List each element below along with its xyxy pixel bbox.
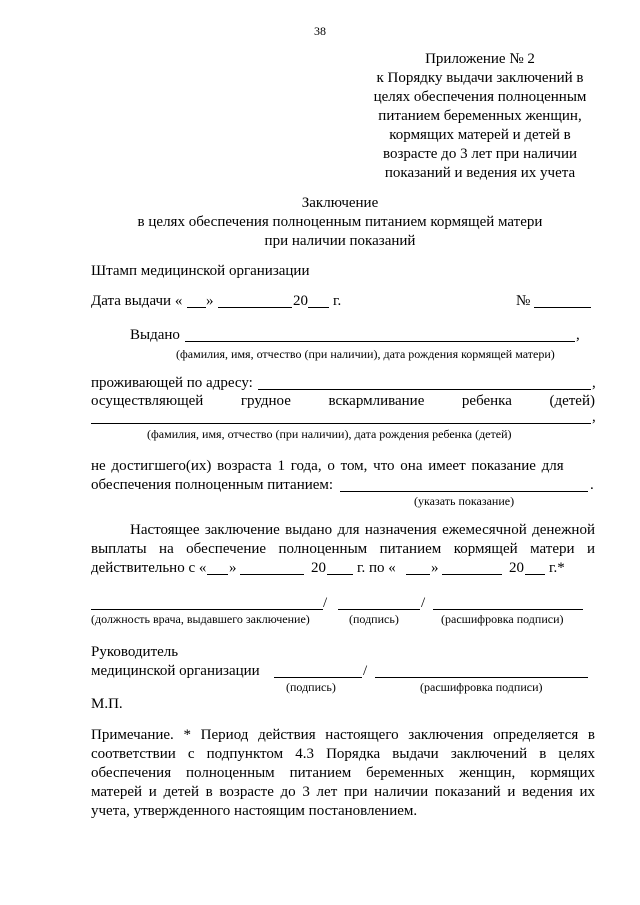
breastfeeding-word: осуществляющей xyxy=(91,393,204,409)
stamp-label: Штамп медицинской организации xyxy=(91,263,310,279)
issue-date-quote: » xyxy=(206,293,214,309)
appendix-block xyxy=(360,50,600,183)
appendix-line: кормящих матерей и детей в xyxy=(389,127,571,143)
mother-name-caption: (фамилия, имя, отчество (при наличии), дата рождения кормящей матери) xyxy=(176,347,555,361)
doctor-position-field[interactable] xyxy=(91,609,323,610)
head-label: Руководитель xyxy=(91,644,179,660)
appendix-line: возрасте до 3 лет при наличии xyxy=(383,146,577,162)
age-clause-line1 xyxy=(91,457,595,476)
valid-to-year-suffix: г.* xyxy=(549,560,565,576)
issue-day-field[interactable] xyxy=(187,307,206,308)
child-name-comma: , xyxy=(592,409,596,425)
valid-from-year-field[interactable] xyxy=(327,574,353,575)
purpose-line2: выплаты на обеспечение полноценным питанием кормящей матери и xyxy=(91,541,595,557)
issue-year-suffix: г. xyxy=(333,293,342,309)
note-line: матерей и детей в возрасте до 3 лет при наличии показаний и ведения их xyxy=(91,784,595,800)
child-name-caption: (фамилия, имя, отчество (при наличии), дата рождения ребенка (детей) xyxy=(147,427,512,441)
doctor-decoding-caption: (расшифровка подписи) xyxy=(441,612,564,626)
valid-to-month-field[interactable] xyxy=(442,574,502,575)
address-label: проживающей по адресу: xyxy=(91,375,253,391)
head-decoding-caption: (расшифровка подписи) xyxy=(420,680,543,694)
valid-to-year-prefix: 20 xyxy=(509,560,524,576)
issue-date-label: Дата выдачи « xyxy=(91,293,183,309)
indication-field[interactable] xyxy=(340,491,588,492)
purpose-line1: Настоящее заключение выдано для назначения ежемесячной денежной xyxy=(130,522,595,538)
mother-name-field[interactable] xyxy=(185,341,575,342)
valid-to-quote: » xyxy=(431,560,439,576)
indication-period: . xyxy=(590,477,594,493)
breastfeeding-line xyxy=(91,392,595,411)
issued-to-comma: , xyxy=(576,327,580,343)
doctor-decoding-field[interactable] xyxy=(433,609,583,610)
issue-month-field[interactable] xyxy=(218,307,292,308)
head-sign-slash: / xyxy=(363,663,368,679)
appendix-line: к Порядку выдачи заключений в xyxy=(376,70,584,86)
age-clause-text: не достигшего(их) возраста 1 года, о том, что она имеет показание для xyxy=(91,458,564,474)
address-field[interactable] xyxy=(258,389,591,390)
doctor-position-caption: (должность врача, выдавшего заключение) xyxy=(91,612,310,626)
breastfeeding-word: вскармливание xyxy=(328,393,425,409)
doc-subtitle: в целях обеспечения полноценным питанием кормящей матери xyxy=(137,214,543,230)
doctor-sign-slash-2: / xyxy=(421,595,426,611)
child-name-field[interactable] xyxy=(91,423,591,424)
number-field[interactable] xyxy=(534,307,591,308)
note-line: Примечание. * Период действия настоящего заключения определяется в xyxy=(91,727,595,743)
indication-label: обеспечения полноценным питанием: xyxy=(91,477,334,493)
issue-year-field[interactable] xyxy=(308,307,329,308)
doc-title: Заключение xyxy=(301,195,379,211)
head-decoding-field[interactable] xyxy=(375,677,588,678)
issue-year-prefix: 20 xyxy=(293,293,308,309)
appendix-line: показаний и ведения их учета xyxy=(384,165,576,181)
address-comma: , xyxy=(592,375,596,391)
appendix-line: целях обеспечения полноценным xyxy=(373,89,587,105)
valid-to-day-field[interactable] xyxy=(406,574,430,575)
head-signature-caption: (подпись) xyxy=(286,680,336,694)
valid-from-label: действительно с « xyxy=(91,560,207,576)
issued-to-label: Выдано xyxy=(130,327,180,343)
note-line: соответствии с подпунктом 4.3 Порядка выдачи заключений в целях xyxy=(91,746,595,762)
note-line: обеспечения полноценным питанием беременных женщин, кормящих xyxy=(91,765,595,781)
organization-label: медицинской организации xyxy=(91,663,260,679)
doctor-signature-field[interactable] xyxy=(338,609,420,610)
doc-subtitle-2: при наличии показаний xyxy=(264,233,416,249)
page-number: 38 xyxy=(314,24,326,38)
appendix-line: Приложение № 2 xyxy=(425,51,535,67)
note-last-line: учета, утвержденного настоящим постановлением. xyxy=(91,803,418,819)
valid-from-year-prefix: 20 xyxy=(311,560,326,576)
breastfeeding-word: (детей) xyxy=(549,393,595,409)
number-label: № xyxy=(516,293,531,309)
doctor-sign-slash: / xyxy=(323,595,328,611)
breastfeeding-word: грудное xyxy=(240,393,291,409)
seal-label: М.П. xyxy=(91,696,123,712)
appendix-line: питанием беременных женщин, xyxy=(378,108,582,124)
valid-to-label: г. по « xyxy=(357,560,396,576)
valid-from-quote: » xyxy=(229,560,237,576)
doctor-signature-caption: (подпись) xyxy=(349,612,399,626)
head-signature-field[interactable] xyxy=(274,677,362,678)
valid-from-day-field[interactable] xyxy=(207,574,228,575)
breastfeeding-word: ребенка xyxy=(461,393,512,409)
valid-from-month-field[interactable] xyxy=(240,574,304,575)
indication-caption: (указать показание) xyxy=(414,494,515,508)
valid-to-year-field[interactable] xyxy=(525,574,545,575)
